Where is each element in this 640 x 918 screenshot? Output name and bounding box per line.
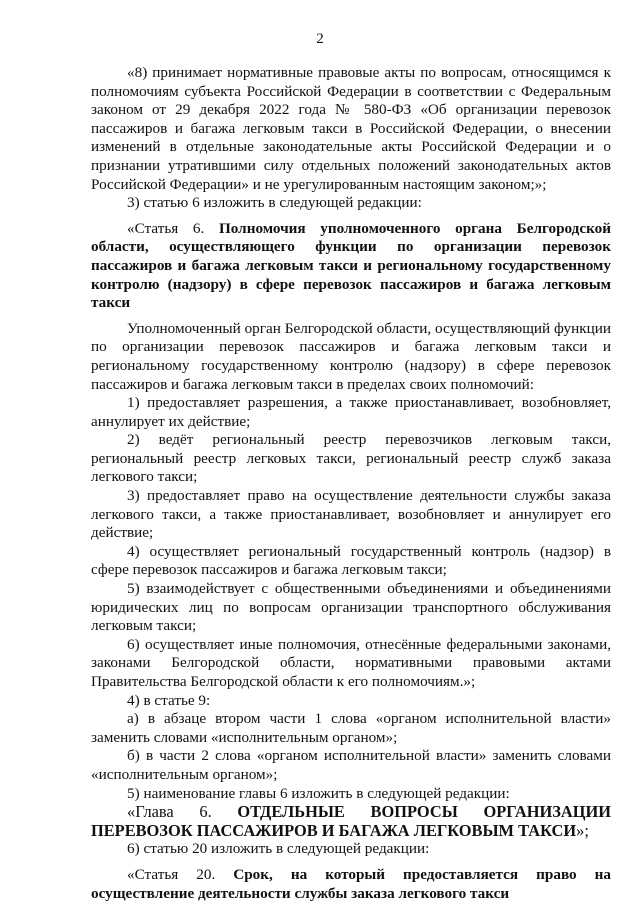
paragraph-article-9-b: б) в части 2 слова «органом исполнительной власти» заменить словами «исполнительным органом»; (91, 747, 611, 783)
paragraph-authority-intro: Уполномоченный орган Белгородской области, осуществляющий функции по организации перевозок пассажиров и багажа легковым такси и региональному государственному контролю (надзору) в сфере перевозок пассажиров и багажа легковым такси в пределах своих полномочий: (91, 319, 611, 393)
paragraph-article-20-intro: 6) статью 20 изложить в следующей редакции: (127, 840, 430, 858)
paragraph-article-6-intro: 3) статью 6 изложить в следующей редакции: (127, 194, 422, 212)
list-item-1: 1) предоставляет разрешения, а также приостанавливает, возобновляет, аннулирует их действие; (91, 394, 611, 430)
paragraph-chapter-6-intro: 5) наименование главы 6 изложить в следующей редакции: (127, 784, 510, 802)
chapter-6-title: ОТДЕЛЬНЫЕ ВОПРОСЫ ОРГАНИЗАЦИИ ПЕРЕВОЗОК ПАССАЖИРОВ И БАГАЖА ЛЕГКОВЫМ ТАКСИ (91, 802, 611, 840)
page-number: 2 (316, 31, 324, 47)
document-body (91, 64, 611, 903)
list-item-4: 4) осуществляет региональный государственный контроль (надзор) в сфере перевозок пассажиров и багажа легковым такси; (91, 542, 611, 579)
chapter-6-heading (91, 803, 611, 840)
article-20-prefix: «Статья 20. (127, 865, 216, 883)
list-item-6: 6) осуществляет иные полномочия, отнесённые федеральными законами, законами Белгородской области, нормативными правовыми актами Правительства Белгородской области к его полномочиям.»; (91, 635, 611, 690)
article-20-heading (91, 866, 611, 903)
list-item-3: 3) предоставляет право на осуществление деятельности службы заказа легкового такси, а также приостанавливает, возобновляет и аннулирует его действие; (91, 487, 611, 542)
article-6-title: Полномочия уполномоченного органа Белгородской области, осуществляющего функции по организации перевозок пассажиров и багажа легковым такси и региональному государственному контролю (надзору) в сфере перевозок пассажиров и багажа легковым такси (91, 219, 611, 312)
article-6-prefix: «Статья 6. (127, 219, 205, 237)
list-item-2: 2) ведёт региональный реестр перевозчиков легковым такси, региональный реестр легковых такси, региональный реестр служб заказа легкового такси; (91, 431, 611, 486)
article-20-title: Срок, на который предоставляется право на осуществление деятельности службы заказа легкового такси (91, 865, 611, 902)
chapter-6-prefix: «Глава 6. (127, 802, 212, 822)
paragraph-article-9-a: а) в абзаце втором части 1 слова «органом исполнительной власти» заменить словами «исполнительным органом»; (91, 710, 611, 746)
chapter-6-suffix: »; (576, 820, 589, 840)
paragraph-article-9: 4) в статье 9: (127, 691, 211, 709)
list-item-5: 5) взаимодействует с общественными объединениями и объединениями юридических лиц по вопросам организации транспортного обслуживания легковым такси; (91, 580, 611, 635)
article-6-heading (91, 220, 611, 313)
paragraph-item-8: «8) принимает нормативные правовые акты по вопросам, относящимся к полномочиям субъекта Российской Федерации в соответствии с Федеральным законом от 29 декабря 2022 года № 580-ФЗ «Об организации перевозок пассажиров и багажа легковым такси в Российской Федерации, о внесении изменений в отдельные законодательные акты Российской Федерации и о признании утратившими силу отдельных положений законодательных актов Российской Федерации» и не урегулированным настоящим законом;»; (91, 64, 611, 193)
